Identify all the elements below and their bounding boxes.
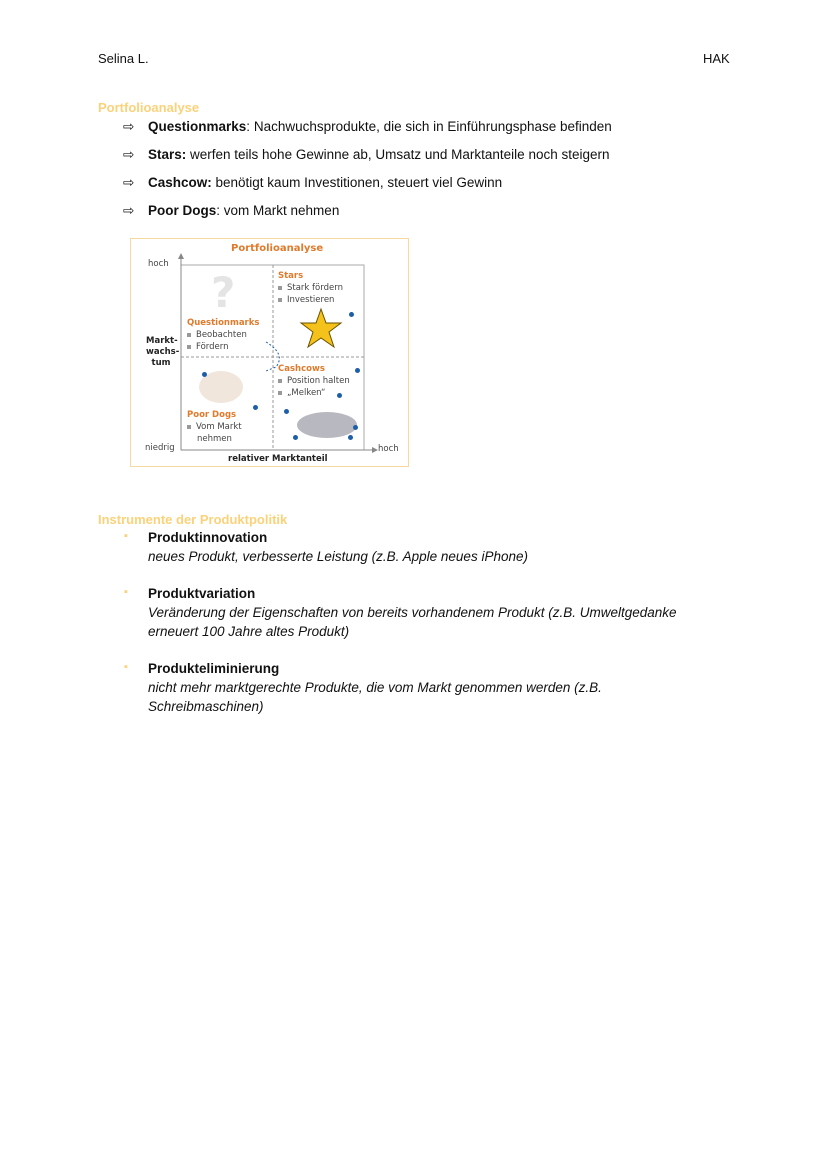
quadrant-questionmarks: Questionmarks Beobachten Fördern (187, 318, 260, 352)
dot (293, 435, 298, 440)
cow-icon (297, 412, 357, 438)
arrow-right-icon: ⇨ (123, 147, 135, 162)
arrow-right-icon: ⇨ (123, 203, 135, 218)
item-title: Produktinnovation (148, 530, 268, 545)
quadrant-stars: Stars Stark fördern Investieren (278, 271, 343, 305)
y-axis-low: niedrig (145, 443, 175, 453)
dot (284, 409, 289, 414)
list-item: ⇨ Questionmarks: Nachwuchsprodukte, die sich in Einführungsphase befinden (123, 119, 612, 134)
dot (202, 372, 207, 377)
section-title-produktpolitik: Instrumente der Produktpolitik (98, 512, 288, 527)
section-title-portfolio: Portfolioanalyse (98, 100, 200, 115)
bullet-icon: ▪ (124, 530, 128, 542)
question-mark-icon: ? (211, 268, 236, 317)
dot (353, 425, 358, 430)
header-school: HAK (703, 51, 730, 66)
dot (349, 312, 354, 317)
star-icon (301, 309, 341, 347)
item-description: Veränderung der Eigenschaften von bereits vorhandenem Produkt (z.B. Umweltgedanke erneuert 100 Jahre altes Produkt) (148, 605, 677, 639)
bullet-icon: ▪ (124, 661, 128, 673)
quadrant-poordogs: Poor Dogs Vom Markt nehmen (187, 410, 242, 444)
diagram-title: Portfolioanalyse (231, 243, 324, 254)
dot (337, 393, 342, 398)
y-axis-label: Markt- wachs- tum (146, 336, 180, 368)
x-axis-label: relativer Marktanteil (228, 454, 328, 464)
dot (355, 368, 360, 373)
item-description: nicht mehr marktgerechte Produkte, die vom Markt genommen werden (z.B. Schreibmaschinen) (148, 680, 602, 714)
list-item: ⇨ Cashcow: benötigt kaum Investitionen, steuert viel Gewinn (123, 175, 503, 190)
y-axis-high: hoch (148, 259, 169, 269)
arrow-right-icon: ⇨ (123, 119, 135, 134)
item-title: Produkteliminierung (148, 661, 280, 676)
header-author: Selina L. (98, 51, 149, 66)
quadrant-cashcows: Cashcows Position halten „Melken“ (278, 364, 350, 398)
dot (253, 405, 258, 410)
dot (348, 435, 353, 440)
bullet-icon: ▪ (124, 586, 128, 598)
list-item: ⇨ Poor Dogs: vom Markt nehmen (123, 203, 340, 218)
item-description: neues Produkt, verbesserte Leistung (z.B. Apple neues iPhone) (148, 549, 528, 564)
item-title: Produktvariation (148, 586, 256, 601)
list-item: ⇨ Stars: werfen teils hohe Gewinne ab, Umsatz und Marktanteile noch steigern (123, 147, 610, 162)
x-axis-high: hoch (378, 444, 399, 454)
portfolio-diagram (130, 238, 409, 467)
arrow-right-icon: ⇨ (123, 175, 135, 190)
